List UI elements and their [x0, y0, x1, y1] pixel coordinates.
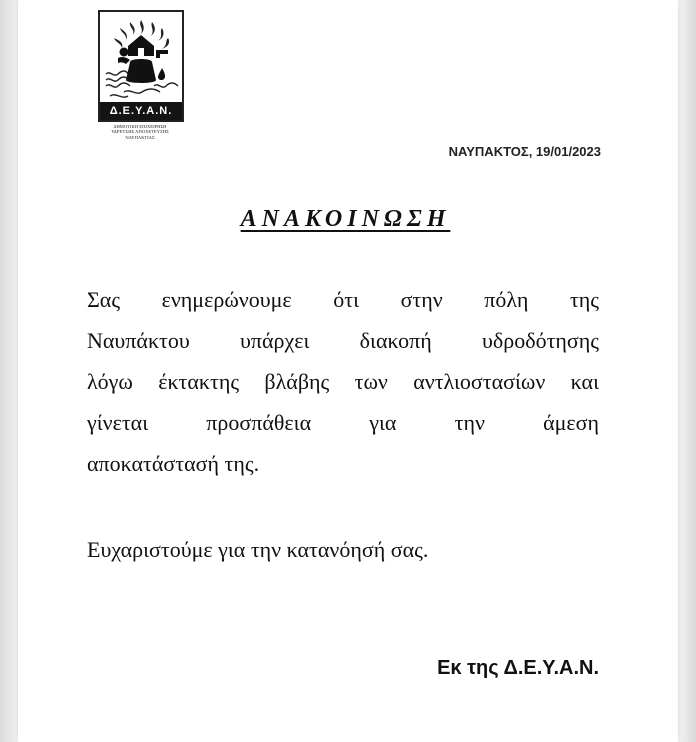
- logo-acronym: Δ.Ε.Υ.Α.Ν.: [100, 102, 182, 120]
- thanks-line: Ευχαριστούμε για την κατανόησή σας.: [87, 537, 429, 562]
- logo-caption-line: ΥΔΡΕΥΣΗΣ ΑΠΟΧΕΤΕΥΣΗΣ: [111, 129, 169, 135]
- document-page: [18, 0, 678, 742]
- body-line: Σας ενημερώνουμε ότι στην πόλη της: [87, 287, 599, 312]
- body-line: Ναυπάκτου υπάρχει διακοπή υδροδότησης: [87, 328, 599, 353]
- announcement-body: [87, 279, 599, 484]
- page-edge-right: [678, 0, 696, 742]
- logo-emblem-icon: [100, 12, 182, 102]
- logo: [98, 10, 184, 122]
- signature: Εκ της Δ.Ε.Υ.Α.Ν.: [437, 657, 599, 679]
- place-date-line: ΝΑΥΠΑΚΤΟΣ, 19/01/2023: [448, 144, 601, 159]
- logo-caption: [92, 124, 188, 140]
- body-line: αποκατάστασή της.: [87, 451, 260, 476]
- page-edge-left: [0, 0, 18, 742]
- logo-caption-line: ΔΗΜΟΤΙΚΗ ΕΠΙΧΕΙΡΗΣΗ: [113, 124, 167, 129]
- logo-caption-line: ΝΑΥΠΑΚΤΙΑΣ: [125, 134, 155, 140]
- body-line: λόγω έκτακτης βλάβης των αντλιοστασίων και: [87, 369, 599, 394]
- body-line: γίνεται προσπάθεια για την άμεση: [87, 410, 599, 435]
- announcement-title: ΑΝΑΚΟΙΝΩΣΗ: [240, 206, 451, 232]
